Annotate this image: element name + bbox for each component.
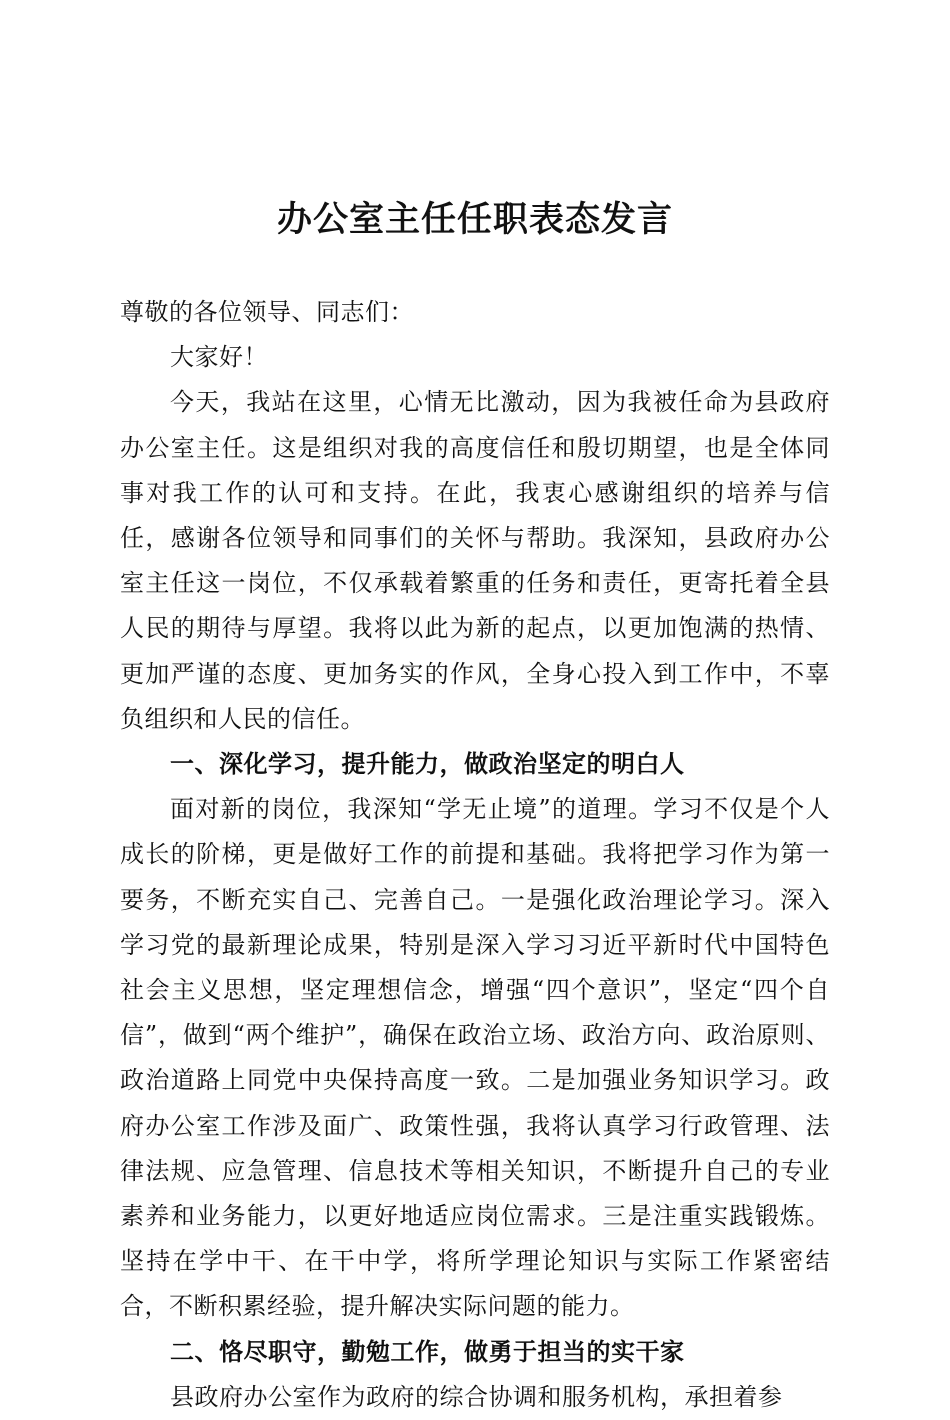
document-title: 办公室主任任职表态发言 xyxy=(276,199,673,240)
document-body xyxy=(120,290,830,1420)
greeting: 大家好！ xyxy=(170,343,268,372)
section-2-heading: 二、恪尽职守，勤勉工作，做勇于担当的实干家 xyxy=(170,1337,685,1366)
section-2-paragraph: 县政府办公室作为政府的综合协调和服务机构，承担着参 xyxy=(170,1382,783,1411)
intro-paragraph: 今天，我站在这里，心情无比激动，因为我被任命为县政府办公室主任。这是组织对我的高度信任和殷切期望，也是全体同事对我工作的认可和支持。在此，我衷心感谢组织的培养与信任，感谢各位领导和同事们的关怀与帮助。我深知，县政府办公室主任这一岗位，不仅承载着繁重的任务和责任，更寄托着全县人民的期待与厚望。我将以此为新的起点，以更加饱满的热情、更加严谨的态度、更加务实的作风，全身心投入到工作中，不辜负组织和人民的信任。 xyxy=(120,388,830,733)
section-1-paragraph: 面对新的岗位，我深知“学无止境”的道理。学习不仅是个人成长的阶梯，更是做好工作的前提和基础。我将把学习作为第一要务，不断充实自己、完善自己。一是强化政治理论学习。深入学习党的最新理论成果，特别是深入学习习近平新时代中国特色社会主义思想，坚定理想信念，增强“四个意识”，坚定“四个自信”，做到“两个维护”，确保在政治立场、政治方向、政治原则、政治道路上同党中央保持高度一致。二是加强业务知识学习。政府办公室工作涉及面广、政策性强，我将认真学习行政管理、法律法规、应急管理、信息技术等相关知识，不断提升自己的专业素养和业务能力，以更好地适应岗位需求。三是注重实践锻炼。坚持在学中干、在干中学，将所学理论知识与实际工作紧密结合，不断积累经验，提升解决实际问题的能力。 xyxy=(120,795,830,1321)
salutation: 尊敬的各位领导、同志们： xyxy=(120,298,414,326)
section-1-heading: 一、深化学习，提升能力，做政治坚定的明白人 xyxy=(170,750,685,779)
